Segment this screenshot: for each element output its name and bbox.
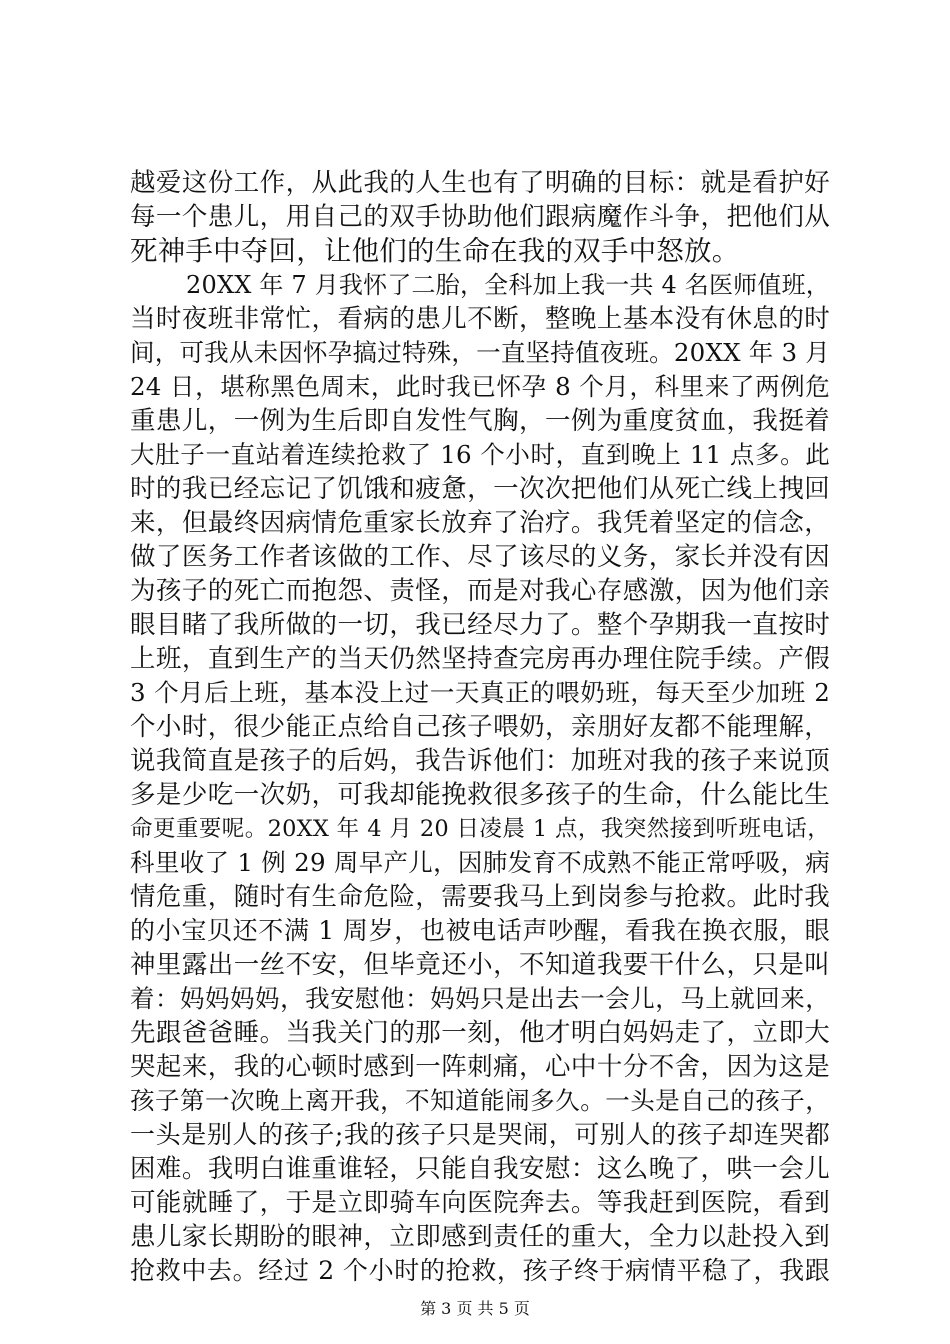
text-line: 的小宝贝还不满 1 周岁，也被电话声吵醒，看我在换衣服，眼 bbox=[130, 916, 830, 945]
text-line: 大肚子一直站着连续抢救了 16 个小时，直到晚上 11 点多。此 bbox=[130, 440, 830, 469]
text-line: 来，但最终因病情危重家长放弃了治疗。我凭着坚定的信念， bbox=[130, 508, 830, 538]
text-line: 眼目睹了我所做的一切，我已经尽力了。整个孕期我一直按时 bbox=[130, 610, 830, 640]
text-line: 说我简直是孩子的后妈，我告诉他们：加班对我的孩子来说顶 bbox=[130, 746, 830, 776]
text-line: 当时夜班非常忙，看病的患儿不断，整晚上基本没有休息的时 bbox=[130, 304, 830, 334]
text-line: 抢救中去。经过 2 个小时的抢救，孩子终于病情平稳了，我跟 bbox=[130, 1256, 830, 1285]
text-line: 科里收了 1 例 29 周早产儿，因肺发育不成熟不能正常呼吸，病 bbox=[130, 848, 830, 877]
body-text bbox=[130, 166, 830, 1288]
text-line: 一头是别人的孩子;我的孩子只是哭闹，可别人的孩子却连哭都 bbox=[130, 1120, 830, 1149]
text-line: 为孩子的死亡而抱怨、责怪，而是对我心存感激，因为他们亲 bbox=[130, 576, 830, 606]
text-line: 命更重要呢。20XX 年 4 月 20 日凌晨 1 点，我突然接到听班电话， bbox=[130, 816, 830, 842]
text-line: 越爱这份工作，从此我的人生也有了明确的目标：就是看护好 bbox=[130, 168, 830, 198]
text-line: 间，可我从未因怀孕搞过特殊，一直坚持值夜班。20XX 年 3 月 bbox=[130, 338, 830, 367]
text-line: 每一个患儿，用自己的双手协助他们跟病魔作斗争，把他们从 bbox=[130, 202, 830, 232]
text-line: 情危重，随时有生命危险，需要我马上到岗参与抢救。此时我 bbox=[130, 882, 830, 912]
text-line: 做了医务工作者该做的工作、尽了该尽的义务，家长并没有因 bbox=[130, 542, 830, 572]
text-line: 着：妈妈妈妈，我安慰他：妈妈只是出去一会儿，马上就回来， bbox=[130, 984, 830, 1013]
text-line: 哭起来，我的心顿时感到一阵刺痛，心中十分不舍，因为这是 bbox=[130, 1052, 830, 1082]
text-line: 时的我已经忘记了饥饿和疲惫，一次次把他们从死亡线上拽回 bbox=[130, 474, 830, 504]
text-line: 死神手中夺回，让他们的生命在我的双手中怒放。 bbox=[130, 235, 740, 267]
text-line: 孩子第一次晚上离开我，不知道能闹多久。一头是自己的孩子， bbox=[130, 1086, 830, 1115]
text-line: 20XX 年 7 月我怀了二胎，全科加上我一共 4 名医师值班， bbox=[186, 271, 830, 299]
text-line: 神里露出一丝不安，但毕竟还小，不知道我要干什么，只是叫 bbox=[130, 950, 830, 980]
text-line: 个小时，很少能正点给自己孩子喂奶，亲朋好友都不能理解， bbox=[130, 712, 830, 742]
text-line: 困难。我明白谁重谁轻，只能自我安慰：这么晚了，哄一会儿 bbox=[130, 1154, 830, 1184]
text-line: 先跟爸爸睡。当我关门的那一刻，他才明白妈妈走了，立即大 bbox=[130, 1018, 830, 1048]
text-line: 3 个月后上班，基本没上过一天真正的喂奶班，每天至少加班 2 bbox=[130, 678, 830, 707]
text-line: 重患儿，一例为生后即自发性气胸，一例为重度贫血，我挺着 bbox=[130, 406, 830, 436]
text-line: 可能就睡了，于是立即骑车向医院奔去。等我赶到医院，看到 bbox=[130, 1188, 830, 1218]
page-footer: 第 3 页 共 5 页 bbox=[420, 1299, 530, 1318]
text-line: 上班，直到生产的当天仍然坚持查完房再办理住院手续。产假 bbox=[130, 644, 830, 674]
text-line: 多是少吃一次奶，可我却能挽救很多孩子的生命，什么能比生 bbox=[130, 780, 830, 810]
text-line: 24 日，堪称黑色周末，此时我已怀孕 8 个月，科里来了两例危 bbox=[130, 372, 830, 401]
text-line: 患儿家长期盼的眼神，立即感到责任的重大，全力以赴投入到 bbox=[130, 1222, 830, 1252]
